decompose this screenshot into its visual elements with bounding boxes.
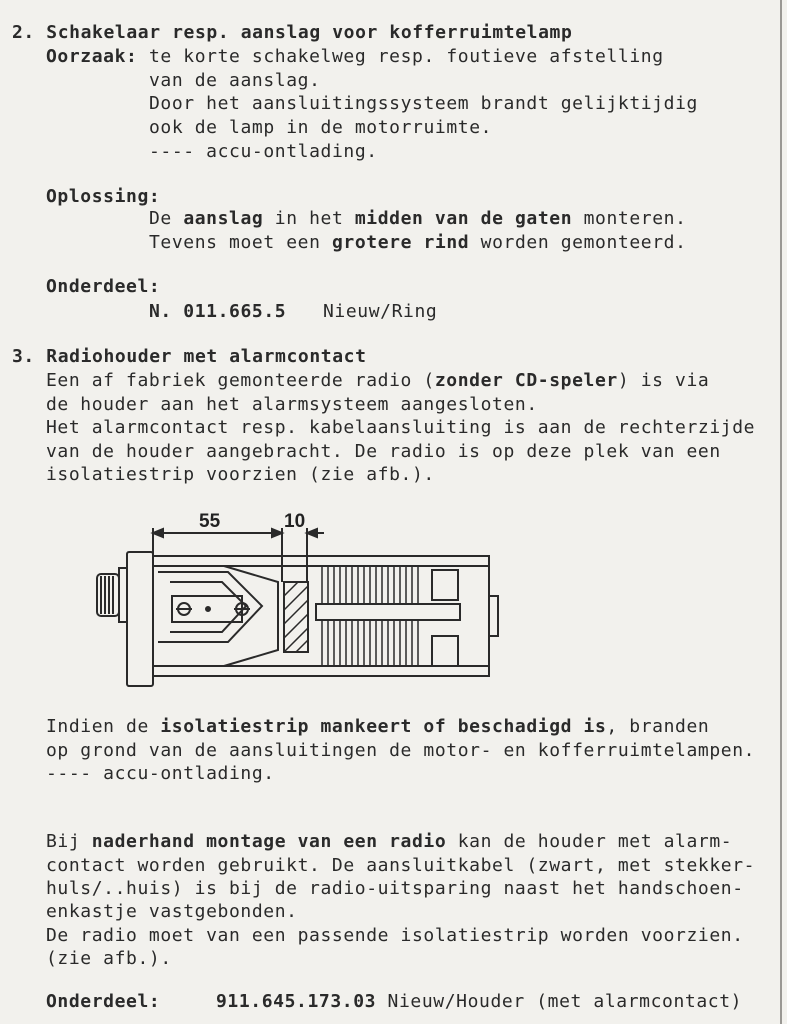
part-desc-3: Nieuw/Houder (met alarmcontact) xyxy=(376,991,743,1012)
section-3-heading: 3. Radiohouder met alarmcontact xyxy=(12,346,367,367)
cause-line-5: ---- accu-ontlading. xyxy=(149,141,378,162)
para1-line-2: de houder aan het alarmsysteem aangesloten. xyxy=(46,394,538,415)
cause-label: Oorzaak: xyxy=(46,46,138,67)
para1-line-3: Het alarmcontact resp. kabelaansluiting is aan de rechterzijde xyxy=(46,417,756,438)
para3-line-3: huls/..huis) is bij de radio-uitsparing naast het handschoen- xyxy=(46,878,744,899)
section-2-heading: 2. Schakelaar resp. aanslag voor kofferruimtelamp xyxy=(12,22,573,43)
para2-line-2: op grond van de aansluitingen de motor- en kofferruimtelampen. xyxy=(46,740,756,761)
para1-line-4: van de houder aangebracht. De radio is op deze plek van een xyxy=(46,441,721,462)
dim-label-55: 55 xyxy=(199,511,221,532)
dim-arrow-left xyxy=(153,529,163,537)
para1-line-1: Een af fabriek gemonteerde radio (zonder CD-speler) is via xyxy=(46,370,710,391)
holder-body xyxy=(153,556,489,676)
front-plate xyxy=(127,552,153,686)
para3-line-5: De radio moet van een passende isolatiestrip worden voorzien. xyxy=(46,925,744,946)
cause-line-4: ook de lamp in de motorruimte. xyxy=(149,117,493,138)
para2-line-3: ---- accu-ontlading. xyxy=(46,763,275,784)
knob xyxy=(97,574,119,616)
cause-line-1: te korte schakelweg resp. foutieve afstelling xyxy=(149,46,664,67)
center-slot xyxy=(316,604,460,620)
solution-label: Oplossing: xyxy=(46,186,161,207)
cause-line-2: van de aanslag. xyxy=(149,70,321,91)
solution-line-1: De aanslag in het midden van de gaten monteren. xyxy=(149,208,687,229)
part-number-2: N. 011.665.5 xyxy=(149,301,287,322)
window-top xyxy=(432,570,458,600)
part-desc-2: Nieuw/Ring xyxy=(323,301,438,322)
window-bottom xyxy=(432,636,458,666)
cause-line-3: Door het aansluitingssysteem brandt gelijktijdig xyxy=(149,93,698,114)
para3-line-1: Bij naderhand montage van een radio kan de houder met alarm- xyxy=(46,831,733,852)
dim-arrow-mid xyxy=(272,529,282,537)
para3-line-4: enkastje vastgebonden. xyxy=(46,901,298,922)
part-number-3: 911.645.173.03 xyxy=(216,991,377,1012)
part-line-3 xyxy=(216,991,742,1013)
para3-line-2: contact worden gebruikt. De aansluitkabel (zwart, met stekker- xyxy=(46,855,756,876)
bracket-outer xyxy=(158,572,262,642)
para1-line-5: isolatiestrip voorzien (zie afb.). xyxy=(46,464,435,485)
part-label-3: Onderdeel: xyxy=(46,991,161,1012)
dim-arrow-right xyxy=(307,529,317,537)
isolation-strip xyxy=(284,582,308,652)
part-label-2: Onderdeel: xyxy=(46,276,161,297)
dim-label-10: 10 xyxy=(284,511,306,532)
solution-line-2: Tevens moet een grotere rind worden gemonteerd. xyxy=(149,232,687,253)
para2-line-1: Indien de isolatiestrip mankeert of beschadigd is, branden xyxy=(46,716,710,737)
page-edge xyxy=(780,0,782,1024)
rear-connector xyxy=(489,596,498,636)
para3-line-6: (zie afb.). xyxy=(46,948,172,969)
